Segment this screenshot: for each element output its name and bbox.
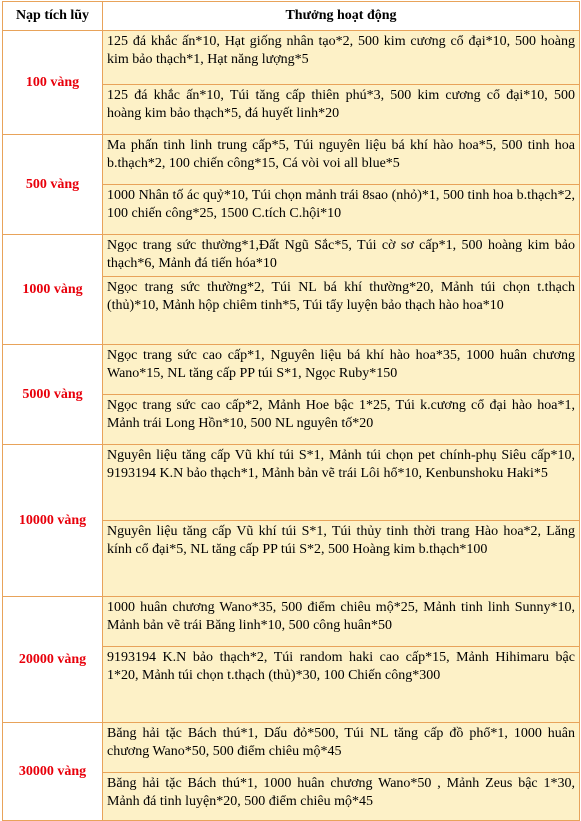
reward-cell: Ngọc trang sức thường*2, Túi NL bá khí thường*20, Mảnh túi chọn t.thạch (thủ)*10, Mảnh hộp chiêm tinh*5, Túi tẩy luyện bảo thạch hào hoa*10 — [103, 277, 580, 345]
tier-cell: 20000 vàng — [3, 597, 103, 723]
reward-cell: Ngọc trang sức cao cấp*1, Nguyên liệu bá khí hào hoa*35, 1000 huân chương Wano*15, NL tăng cấp PP túi S*1, Ngọc Ruby*150 — [103, 345, 580, 395]
tier-cell: 100 vàng — [3, 31, 103, 135]
header-tier: Nạp tích lũy — [3, 2, 103, 31]
reward-cell: Ngọc trang sức cao cấp*2, Mảnh Hoe bậc 1*25, Túi k.cương cổ đại hào hoa*1, Mảnh trái Long Hồn*10, 500 NL nguyên tố*20 — [103, 395, 580, 445]
tier-cell: 500 vàng — [3, 135, 103, 235]
table-row — [3, 445, 580, 521]
table-row — [3, 345, 580, 395]
reward-cell: 1000 Nhân tố ác quỷ*10, Túi chọn mảnh trái 8sao (nhỏ)*1, 500 tinh hoa b.thạch*2, 100 chiến công*25, 1500 C.tích C.hội*10 — [103, 185, 580, 235]
reward-cell: Nguyên liệu tăng cấp Vũ khí túi S*1, Mảnh túi chọn pet chính-phụ Siêu cấp*10, 9193194 K.N bảo thạch*1, Mảnh bản vẽ trái Lôi hổ*10, Kenbunshoku Haki*5 — [103, 445, 580, 521]
table-row — [3, 597, 580, 647]
tier-cell: 10000 vàng — [3, 445, 103, 597]
reward-cell: Băng hải tặc Bách thú*1, Dấu đỏ*500, Túi NL tăng cấp đồ phổ*1, 1000 huân chương Wano*50, 500 điểm chiêu mộ*45 — [103, 723, 580, 773]
tier-cell: 1000 vàng — [3, 235, 103, 345]
reward-cell: Băng hải tặc Bách thú*1, 1000 huân chương Wano*50 , Mảnh Zeus bậc 1*30, Mảnh đá tinh luyện*20, 500 điểm chiêu mộ*45 — [103, 773, 580, 821]
table-row — [3, 31, 580, 85]
header-reward: Thưởng hoạt động — [103, 2, 580, 31]
tier-cell: 5000 vàng — [3, 345, 103, 445]
table-row — [3, 723, 580, 773]
reward-cell: 125 đá khắc ấn*10, Hạt giống nhân tạo*2, 500 kim cương cổ đại*10, 500 hoàng kim bảo thạch*1, Hạt năng lượng*5 — [103, 31, 580, 85]
table-row — [3, 235, 580, 277]
reward-cell: 1000 huân chương Wano*35, 500 điểm chiêu mộ*25, Mảnh tinh linh Sunny*10, Mảnh bản vẽ trái Băng linh*10, 500 công huân*50 — [103, 597, 580, 647]
reward-cell: 9193194 K.N bảo thạch*2, Túi random haki cao cấp*15, Mảnh Hihimaru bậc 1*20, Mảnh túi chọn t.thạch (thủ)*30, 100 Chiến công*300 — [103, 647, 580, 723]
tier-cell: 30000 vàng — [3, 723, 103, 821]
reward-cell: 125 đá khắc ấn*10, Túi tăng cấp thiên phú*3, 500 kim cương cổ đại*10, 500 hoàng kim bảo thạch*5, đá huyết linh*20 — [103, 85, 580, 135]
reward-cell: Nguyên liệu tăng cấp Vũ khí túi S*1, Túi thủy tinh thời trang Hào hoa*2, Lăng kính cổ đại*5, NL tăng cấp PP túi S*2, 500 Hoàng kim b.thạch*100 — [103, 521, 580, 597]
reward-cell: Ngọc trang sức thường*1,Đất Ngũ Sắc*5, Túi cờ sơ cấp*1, 500 hoàng kim bảo thạch*6, Mảnh đá tiến hóa*10 — [103, 235, 580, 277]
table-row — [3, 135, 580, 185]
header-row — [3, 2, 580, 31]
reward-table — [2, 1, 580, 821]
reward-cell: Ma phấn tinh linh trung cấp*5, Túi nguyên liệu bá khí hào hoa*5, 500 tinh hoa b.thạch*2, 100 chiến công*15, Cá vòi voi all blue*5 — [103, 135, 580, 185]
